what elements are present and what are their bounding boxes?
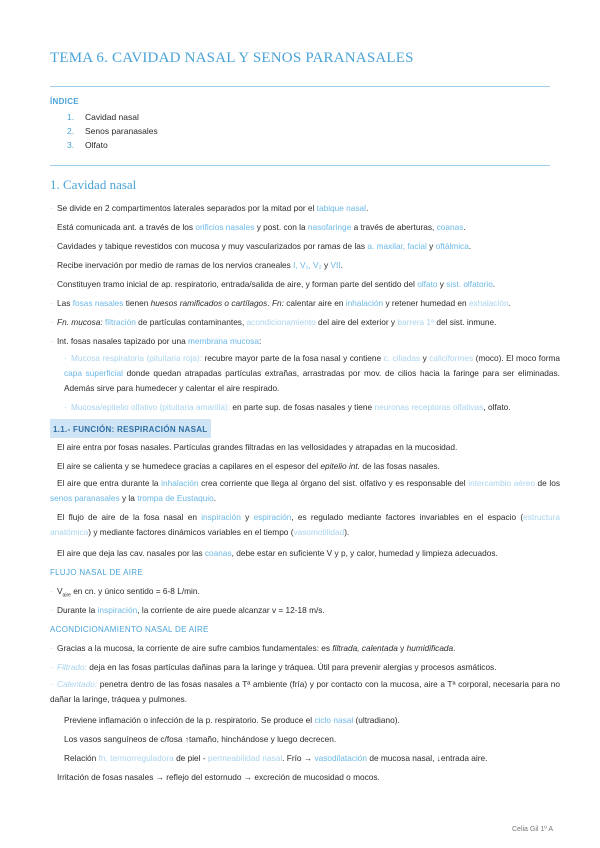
index-heading: ÍNDICE (50, 97, 79, 106)
bullet-line: · Constituyen tramo inicial de ap. respiratorio, entrada/salida de aire, y forman parte del sentido del olfato y sist. olfatorio. (50, 279, 496, 289)
subsection-heading: 1.1.- FUNCIÓN: RESPIRACIÓN NASAL (50, 419, 560, 438)
bullet-line: · Se divide en 2 compartimentos laterales separados por la mitad por el tabique nasal. (50, 203, 369, 213)
paragraph: El flujo de aire de la fosa nasal en inspiración y espiración, es regulado mediante factores invariables en el espacio (estructura anatómica) y mediante factores dinámicos variables en el tiempo (vasomotilidad). (50, 512, 560, 537)
divider (50, 165, 550, 166)
paragraph: El aire que entra durante la inhalación crea corriente que llega al órgano del sist. olfativo y es responsable del intercambio aéreo de los senos paranasales y la trompa de Eustaquio. (50, 478, 560, 503)
indented-line: Relación fn. termorreguladora de piel - permeabilidad nasal. Frío → vasodilatación de mucosa nasal, ↓entrada aire. (64, 753, 488, 763)
bullet-line: · Gracias a la mucosa, la corriente de aire sufre cambios fundamentales: es filtrada, calentada y humidificada. (50, 643, 456, 653)
bullet-line: · Int. fosas nasales tapizado por una membrana mucosa: (50, 336, 262, 346)
sub-paragraph: · Mucosa/epitelio olfativo (pituitaria amarilla): en parte sup. de fosas nasales y tiene neuronas receptoras olfativas, olfato. (64, 402, 511, 412)
index-item[interactable]: 3. Olfato (67, 140, 108, 150)
document-title: TEMA 6. CAVIDAD NASAL Y SENOS PARANASALES (50, 50, 414, 66)
bullet-line: · Fn. mucosa: filtración de partículas contaminantes, acondicionamiento del aire del exterior y barrera 1ª del sist. inmune. (50, 317, 497, 327)
section-title: 1. Cavidad nasal (50, 177, 137, 192)
divider (50, 86, 550, 87)
index-item[interactable]: 2. Senos paranasales (67, 126, 158, 136)
paragraph-line: Irritación de fosas nasales → reflejo del estornudo → excreción de mucosidad o mocos. (57, 772, 380, 782)
bullet-line: · Las fosas nasales tienen huesos ramificados o cartílagos. Fn: calentar aire en inhalación y retener humedad en exhalación. (50, 298, 511, 308)
paragraph-line: El aire se calienta y se humedece gracias a capilares en el espesor del epitelio int. de las fosas nasales. (57, 461, 440, 471)
bullet-line: · $V_{aire}$ en cn. y único sentido = 6-8 L/min. (50, 586, 200, 599)
paragraph-line: El aire que deja las cav. nasales por las coanas, debe estar en suficiente V y p, y calor, humedad y limpieza adecuados. (57, 548, 498, 558)
indented-line: Los vasos sanguíneos de c/fosa ↑tamaño, hinchándose y luego decrecen. (64, 734, 337, 744)
index-item[interactable]: 1. Cavidad nasal (67, 112, 139, 122)
bullet-line: · Cavidades y tabique revestidos con mucosa y muy vascularizados por ramas de las a. maxilar, facial y oftálmica. (50, 241, 472, 251)
bullet-line: · Filtrado: deja en las fosas partículas dañinas para la laringe y tráquea. Útil para prevenir alergias y procesos asmáticos. (50, 662, 497, 672)
content-body (50, 199, 560, 787)
subsection-heading: FLUJO NASAL DE AIRE (50, 568, 143, 577)
sub-paragraph: · Mucosa respiratoria (pituitaria roja): recubre mayor parte de la fosa nasal y contiene c. ciliadas y caliciformes (moco). El moco forma capa superficial donde quedan atrapadas partículas extrañas, arrastradas por mov. de cilios hacia la faringe para ser eliminadas. Además sirve para humedecer y calentar el aire respirado. (64, 353, 560, 393)
subsection-heading: ACONDICIONAMIENTO NASAL DE AIRE (50, 625, 209, 634)
paragraph-line: El aire entra por fosas nasales. Partículas grandes filtradas en las vellosidades y atrapadas en la mucosidad. (57, 442, 458, 452)
bullet-line: · Está comunicada ant. a través de los orificios nasales y post. con la nasofaringe a través de aberturas, coanas. (50, 222, 466, 232)
paragraph: · Calentado: penetra dentro de las fosas nasales a Tª ambiente (fría) y por contacto con la mucosa, aire a Tª corporal, necesaria para no dañar la laringe, tráquea y pulmones. (50, 679, 560, 704)
bullet-line: · Recibe inervación por medio de ramas de los nervios craneales I, V₁, V₂ y VII. (50, 260, 343, 270)
indented-line: Previene inflamación o infección de la p. respiratorio. Se produce el ciclo nasal (ultradiano). (64, 715, 400, 725)
index-list (67, 110, 158, 152)
bullet-line: · Durante la inspiración, la corriente de aire puede alcanzar v = 12-18 m/s. (50, 605, 325, 615)
footer-author: Celia Gil 1º A (512, 826, 554, 833)
